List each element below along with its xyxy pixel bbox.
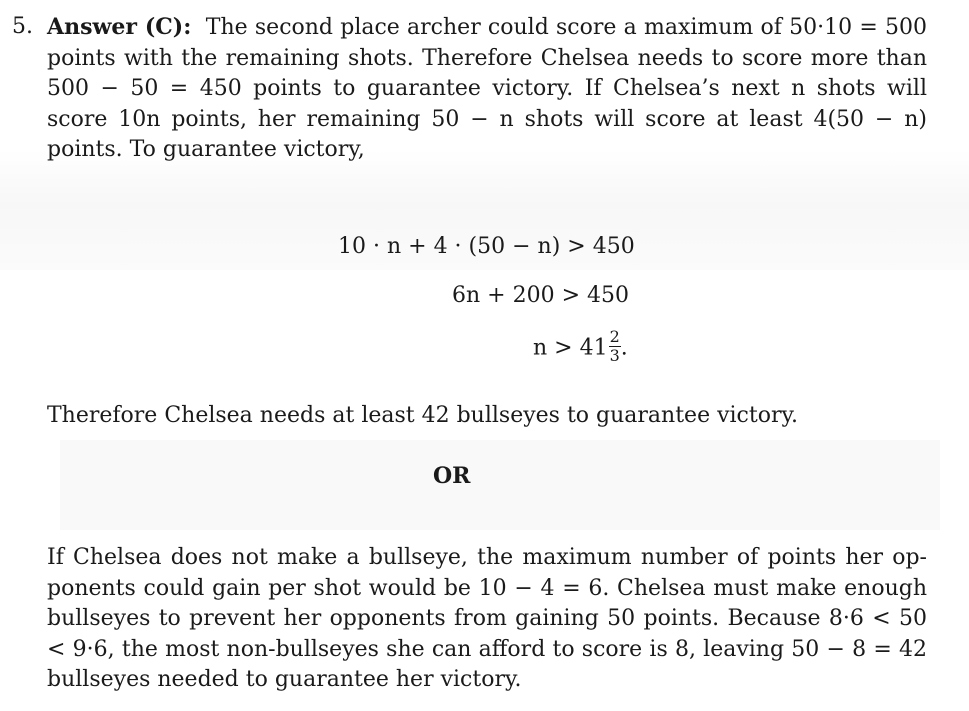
fraction-denominator: 3 (609, 346, 620, 365)
background-shade (60, 440, 940, 530)
or-separator: OR (433, 463, 471, 489)
intro-text: The second place archer could score a maximum of 50·10 = 500 points with the remaining shots. Therefore Chelsea needs to score more than 500 − 50 = 450 points to guarantee victory. If Chelsea’s next n shots will score 10n points, her remaining 50 − n shots will score at least 4(50 − n) points. To guarantee victory, (47, 15, 927, 162)
equation-line-3-period: . (620, 335, 628, 361)
equation-line-1: 10 · n + 4 · (50 − n) > 450 (338, 234, 635, 259)
equation-line-2: 6n + 200 > 450 (452, 283, 629, 308)
conclusion-paragraph: Therefore Chelsea needs at least 42 bullseyes to guarantee victory. (47, 403, 798, 428)
fraction-numerator: 2 (609, 327, 620, 346)
fraction (609, 328, 621, 365)
equation-line-3-main: n > 41 (533, 335, 608, 361)
alternative-solution-paragraph: If Chelsea does not make a bullseye, the maximum number of points her op-ponents could gain per shot would be 10 − 4 = 6. Chelsea must make enough bullseyes to prevent her opponents from gaining 50 points. Because 8·6 < 50 < 9·6, the most non-bullseyes she can afford to score is 8, leaving 50 − 8 = 42 bullseyes needed to guarantee her victory. (47, 545, 927, 692)
problem-number: 5. (12, 14, 33, 39)
equation-line-3 (533, 327, 628, 367)
solution-intro-paragraph (47, 12, 927, 166)
answer-label: Answer (C): (47, 14, 192, 40)
